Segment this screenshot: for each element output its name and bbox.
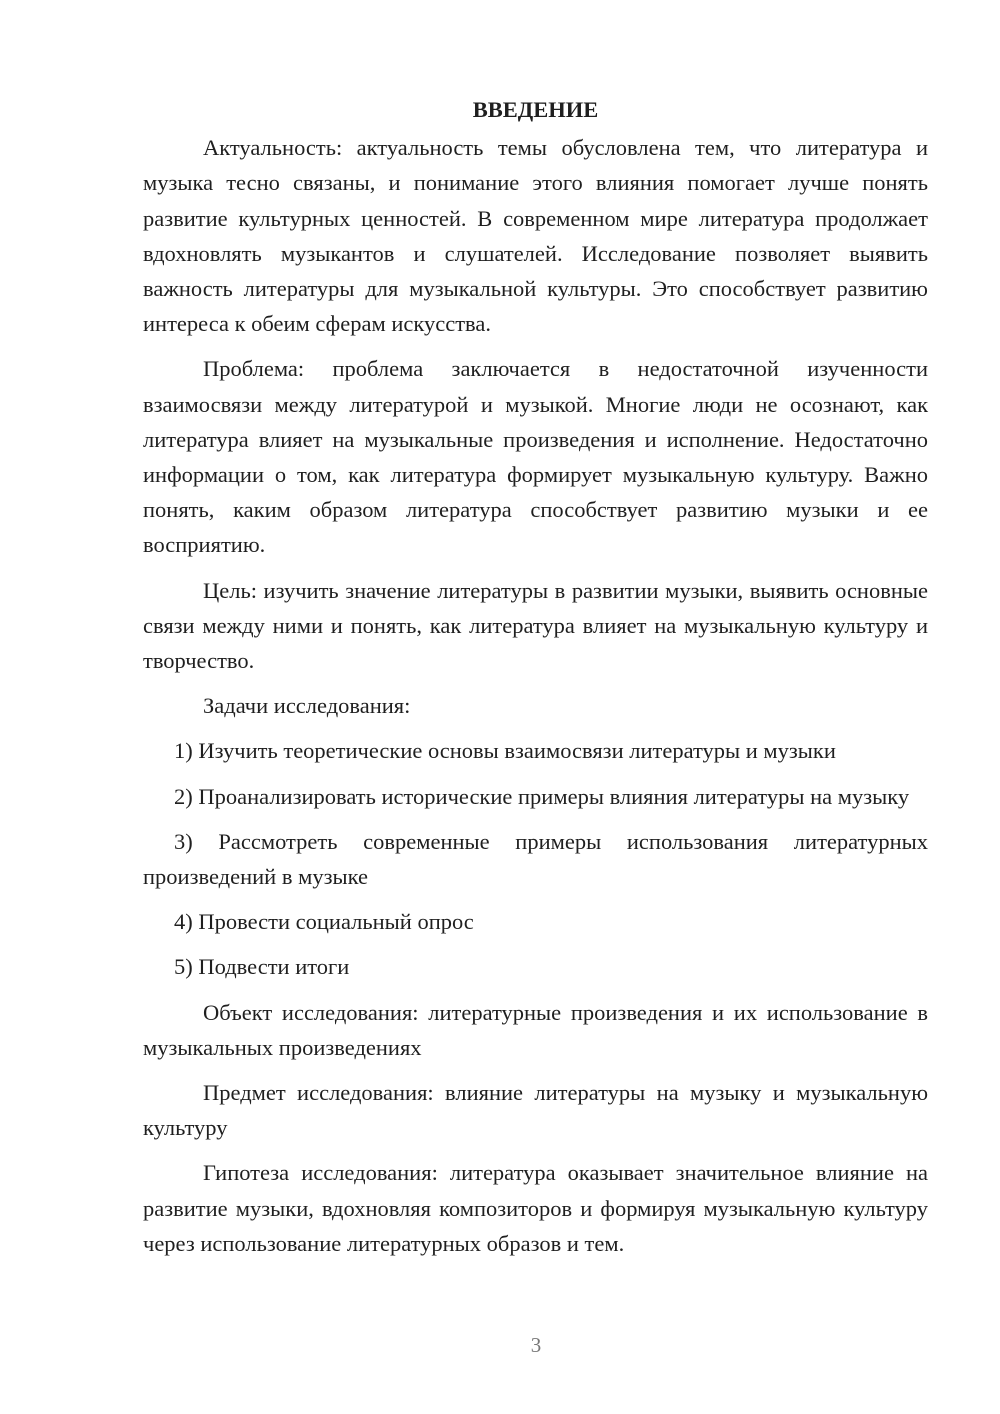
page-content xyxy=(143,92,928,1271)
task-item: 2) Проанализировать исторические примеры влияния литературы на музыку xyxy=(174,783,910,809)
relevance-paragraph: Актуальность: актуальность темы обусловлена тем, что литература и музыка тесно связаны, и понимание этого влияния помогает лучше понять развитие культурных ценностей. В современном мире литература продолжает вдохновлять музыкантов и слушателей. Исследование позволяет выявить важность литературы для музыкальной культуры. Это способствует развитию интереса к обеим сферам искусства. xyxy=(143,135,928,337)
goal-paragraph: Цель: изучить значение литературы в развитии музыки, выявить основные связи между ними и понять, как литература влияет на музыкальную культуру и творчество. xyxy=(143,577,928,674)
object-paragraph: Объект исследования: литературные произведения и их использование в музыкальных произведениях xyxy=(143,999,928,1060)
tasks-list xyxy=(143,733,928,984)
task-item: 5) Подвести итоги xyxy=(174,954,350,980)
task-item: 3) Рассмотреть современные примеры использования литературных произведений в музыке xyxy=(143,828,928,890)
tasks-heading: Задачи исследования: xyxy=(203,693,411,719)
page-number: 3 xyxy=(530,1333,542,1357)
problem-paragraph: Проблема: проблема заключается в недостаточной изученности взаимосвязи между литературой и музыкой. Многие люди не осознают, как литература влияет на музыкальные произведения и исполнение. Недостаточно информации о том, как литература формирует музыкальную культуру. Важно понять, каким образом литература способствует развитию музыки и ее восприятию. xyxy=(143,356,928,558)
task-item: 4) Провести социальный опрос xyxy=(174,909,474,935)
subject-paragraph: Предмет исследования: влияние литературы на музыку и музыкальную культуру xyxy=(143,1080,928,1141)
section-title: ВВЕДЕНИЕ xyxy=(472,97,599,122)
hypothesis-paragraph: Гипотеза исследования: литература оказывает значительное влияние на развитие музыки, вдохновляя композиторов и формируя музыкальную культуру через использование литературных образов и тем. xyxy=(143,1160,928,1256)
task-item: 1) Изучить теоретические основы взаимосвязи литературы и музыки xyxy=(174,738,836,764)
